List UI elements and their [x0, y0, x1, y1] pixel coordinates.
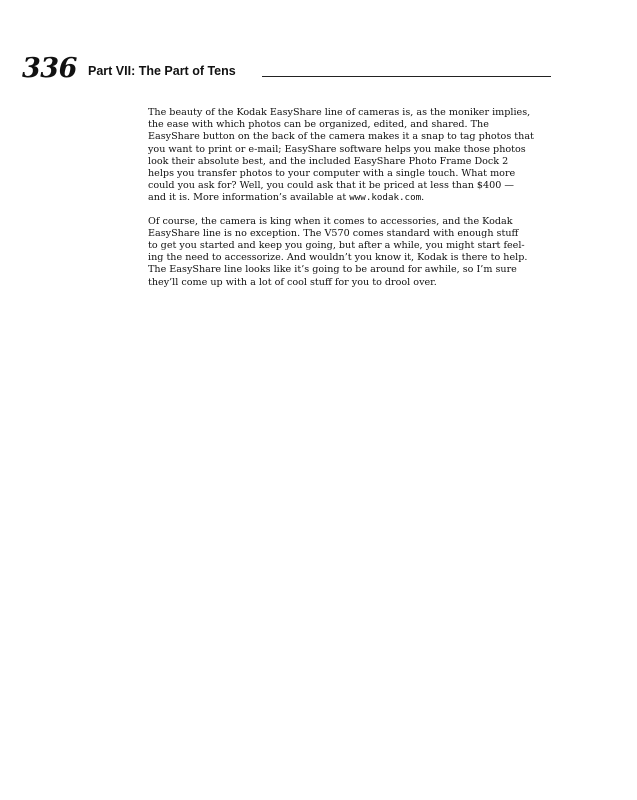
text-line: the ease with which photos can be organized, edited, and shared. The: [148, 119, 489, 131]
text-line: to get you started and keep you going, but after a while, you might start feel-: [148, 240, 525, 252]
text-line: EasyShare line is no exception. The V570 comes standard with enough stuff: [148, 227, 519, 239]
header-rule: [262, 76, 551, 77]
text-line: ing the need to accessorize. And wouldn’t you know it, Kodak is there to help.: [148, 252, 528, 264]
text-line: Of course, the camera is king when it comes to accessories, and the Kodak: [148, 215, 513, 227]
text-line-with-url: [148, 192, 558, 204]
text-line: they’ll come up with a lot of cool stuff for you to drool over.: [148, 276, 437, 288]
text-line: The EasyShare line looks like it’s going to be around for awhile, so I’m sure: [148, 264, 517, 276]
text-line: look their absolute best, and the included EasyShare Photo Frame Dock 2: [148, 155, 509, 167]
paragraph-2: [148, 216, 558, 289]
text-line-suffix: .: [421, 192, 425, 204]
running-head: Part VII: The Part of Tens: [88, 64, 236, 78]
text-line-prefix: and it is. More information’s available at: [148, 192, 350, 204]
body-text: [148, 107, 558, 289]
text-line: EasyShare button on the back of the camera makes it a snap to tag photos that: [148, 131, 534, 143]
paragraph-1: [148, 107, 558, 205]
text-line: The beauty of the Kodak EasyShare line of cameras is, as the moniker implies,: [148, 107, 531, 118]
text-line: you want to print or e-mail; EasyShare software helps you make those photos: [148, 143, 526, 155]
text-line: helps you transfer photos to your computer with a single touch. What more: [148, 168, 516, 180]
page-number: 336: [22, 53, 77, 84]
text-line: could you ask for? Well, you could ask that it be priced at less than $400 —: [148, 180, 514, 192]
kodak-url-link[interactable]: www.kodak.com: [349, 192, 422, 204]
